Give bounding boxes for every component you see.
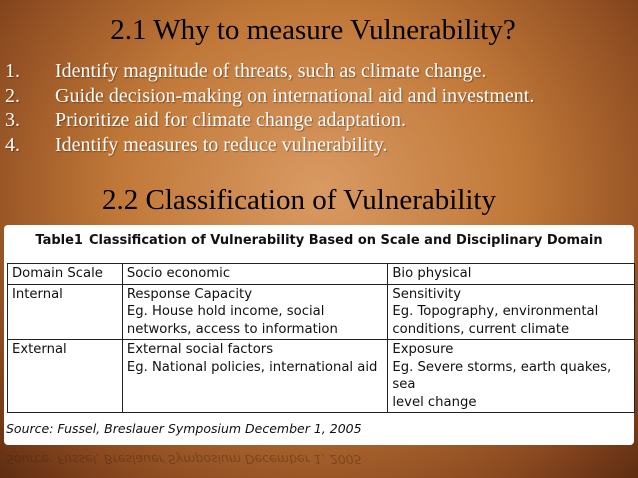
item-text: Prioritize aid for climate change adaptation.: [55, 109, 406, 131]
cell-line: Sensitivity: [392, 286, 462, 302]
cell-line: conditions, current climate: [392, 321, 570, 337]
cell-line: Response Capacity: [126, 286, 253, 302]
row-scale: External: [8, 340, 123, 413]
item-number: 1.: [5, 60, 20, 82]
cell-line: Eg. Severe storms, earth quakes, sea: [392, 359, 612, 392]
item-number: 4.: [5, 133, 20, 156]
list-item: [0, 133, 534, 158]
cell-line: Eg. National policies, international aid: [126, 359, 378, 375]
row-bio-cell: [388, 284, 635, 340]
row-scale: Internal: [8, 284, 123, 340]
cell-line: Eg. Topography, environmental: [392, 304, 599, 319]
cell-line: level change: [392, 394, 477, 410]
item-number: 3.: [5, 109, 20, 131]
list-item: [0, 59, 534, 84]
table-header-row: [8, 264, 635, 285]
cell-line: Eg. House hold income, social: [126, 304, 325, 319]
cell-line: External social factors: [126, 342, 274, 357]
list-item: [0, 84, 534, 109]
item-number: 2.: [5, 84, 20, 107]
item-text: Identify magnitude of threats, such as climate change.: [55, 60, 487, 82]
table-caption: [4, 233, 634, 248]
row-socio-cell: [122, 340, 388, 413]
header-domain-scale: Domain Scale: [8, 264, 123, 285]
cell-line: Exposure: [392, 342, 454, 357]
caption-label: Table1: [35, 233, 83, 248]
row-socio-cell: [122, 284, 388, 340]
reasons-list: [0, 59, 534, 157]
header-bio-physical: Bio physical: [388, 264, 635, 285]
caption-text: Classification of Vulnerability Based on Scale and Disciplinary Domain: [88, 233, 603, 248]
source-reflection: Source: Fussel, Breslauer Symposium December 1, 2005: [6, 452, 362, 467]
classification-table: [7, 263, 635, 413]
table-row: [8, 284, 635, 340]
heading-why-measure: 2.1 Why to measure Vulnerability?: [110, 14, 516, 46]
item-text: Guide decision-making on international aid and investment.: [55, 84, 535, 107]
table-row: [8, 340, 635, 413]
table-source: Source: Fussel, Breslauer Symposium December 1, 2005: [6, 421, 362, 436]
row-bio-cell: [388, 340, 635, 413]
heading-classification: 2.2 Classification of Vulnerability: [102, 184, 496, 216]
item-text: Identify measures to reduce vulnerability.: [55, 133, 388, 156]
list-item: [0, 108, 534, 133]
cell-line: networks, access to information: [126, 321, 338, 337]
classification-table-image: [4, 225, 634, 445]
header-socio-economic: Socio economic: [122, 264, 388, 285]
